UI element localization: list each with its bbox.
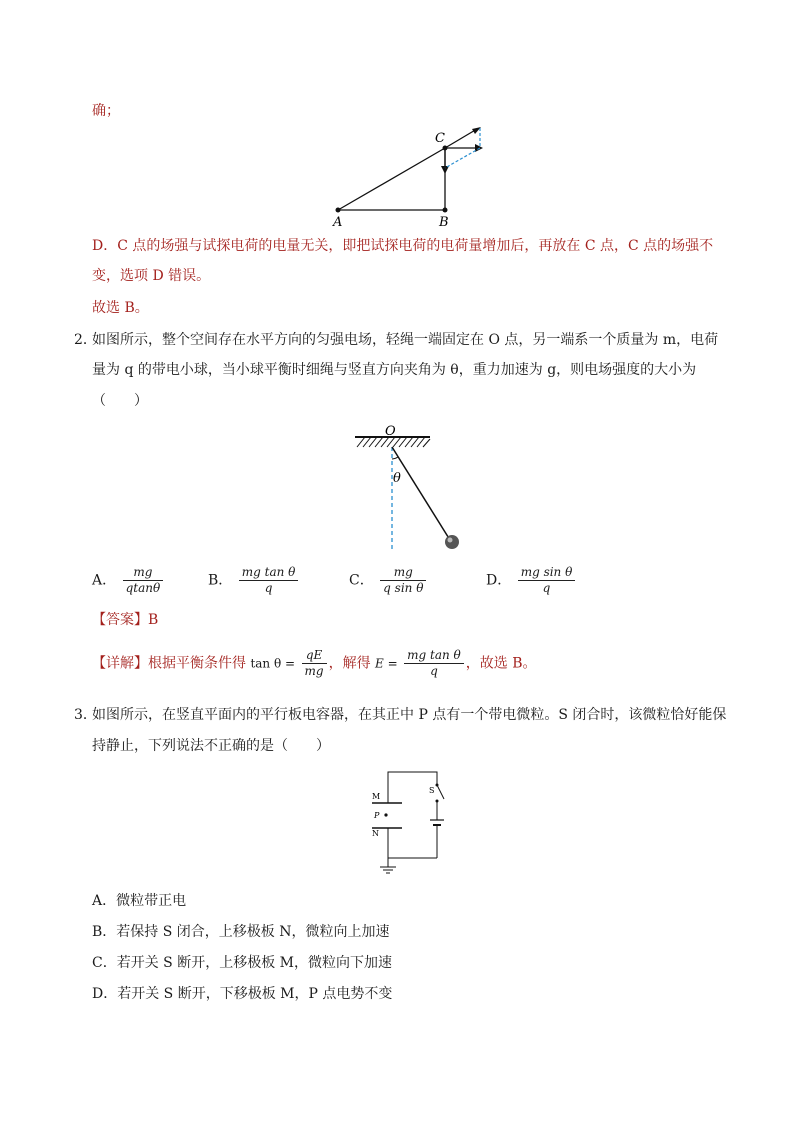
q1-correct-end: 确； bbox=[92, 103, 120, 119]
q3-stem-line2: 持静止，下列说法不正确的是（ ） bbox=[92, 738, 330, 754]
option-d-denominator: q bbox=[542, 581, 551, 595]
option-b-numerator: mg tan θ bbox=[239, 565, 299, 581]
option-c-denominator: q sin θ bbox=[383, 581, 424, 595]
detail-frac1-denominator: mg bbox=[304, 664, 324, 678]
q2-option-c[interactable] bbox=[349, 565, 428, 596]
q2-pendulum-diagram bbox=[345, 425, 475, 555]
q3-option-b[interactable]: B．若保持 S 闭合，上移极板 N，微粒向上加速 bbox=[92, 924, 390, 940]
option-b-label: B． bbox=[208, 572, 233, 589]
q1-option-d-line2: 变，选项 D 错误。 bbox=[92, 268, 211, 284]
q3-stem-line1: 如图所示，在竖直平面内的平行板电容器，在其正中 P 点有一个带电微粒。S 闭合时，该微粒恰好能保 bbox=[92, 707, 727, 723]
option-a-label: A． bbox=[92, 572, 117, 589]
charged-ball bbox=[445, 535, 459, 549]
q2-option-a[interactable] bbox=[92, 565, 165, 596]
answer-tag: 【答案】 bbox=[92, 612, 148, 628]
label-o: O bbox=[385, 425, 396, 439]
q2-number: 2． bbox=[74, 332, 97, 348]
label-s: S bbox=[429, 786, 435, 795]
label-n: N bbox=[372, 829, 379, 838]
q2-stem-line1: 如图所示，整个空间存在水平方向的匀强电场，轻绳一端固定在 O 点，另一端系一个质量为 m，电荷 bbox=[92, 332, 719, 348]
q2-answer bbox=[92, 610, 158, 630]
q2-answer-blank: （ ） bbox=[92, 393, 148, 409]
q2-option-d[interactable] bbox=[486, 565, 577, 596]
q1-triangle-diagram bbox=[325, 122, 500, 230]
option-c-label: C． bbox=[349, 572, 374, 589]
label-m: M bbox=[372, 792, 381, 801]
option-d-numerator: mg sin θ bbox=[518, 565, 576, 581]
q2-detail bbox=[92, 648, 537, 679]
q2-option-b[interactable] bbox=[208, 565, 300, 596]
detail-tan: tan θ = bbox=[250, 656, 296, 671]
q1-conclusion: 故选 B。 bbox=[92, 300, 149, 316]
detail-tag: 【详解】 bbox=[92, 655, 148, 672]
label-a: A bbox=[333, 215, 343, 230]
option-b-denominator: q bbox=[264, 581, 273, 595]
q3-capacitor-circuit bbox=[362, 765, 452, 880]
option-d-label: D． bbox=[486, 572, 512, 589]
detail-frac2-numerator: mg tan θ bbox=[404, 648, 464, 664]
detail-frac1-numerator: qE bbox=[302, 648, 327, 664]
option-a-numerator: mg bbox=[123, 565, 164, 581]
q2-stem-line2: 量为 q 的带电小球，当小球平衡时细绳与竖直方向夹角为 θ，重力加速为 g，则电场强度的大小为 bbox=[92, 362, 697, 378]
detail-text-3: ，故选 B。 bbox=[465, 655, 537, 672]
label-p: P bbox=[374, 811, 380, 820]
detail-e: E = bbox=[375, 656, 398, 671]
detail-text-2: ，解得 bbox=[328, 655, 371, 672]
label-b: B bbox=[439, 215, 449, 230]
option-c-numerator: mg bbox=[380, 565, 426, 581]
q3-option-a[interactable]: A．微粒带正电 bbox=[92, 893, 187, 909]
q1-option-d-line1: D．C 点的场强与试探电荷的电量无关，即把试探电荷的电荷量增加后，再放在 C 点，C 点的场强不 bbox=[92, 238, 714, 254]
q3-number: 3． bbox=[74, 707, 97, 723]
detail-frac2-denominator: q bbox=[430, 664, 438, 678]
label-c: C bbox=[435, 131, 445, 146]
q3-option-c[interactable]: C．若开关 S 断开，上移极板 M，微粒向下加速 bbox=[92, 955, 392, 971]
label-theta: θ bbox=[393, 471, 401, 486]
q3-option-d[interactable]: D．若开关 S 断开，下移极板 M，P 点电势不变 bbox=[92, 986, 393, 1002]
answer-value: B bbox=[148, 612, 159, 628]
detail-text-1: 根据平衡条件得 bbox=[148, 655, 246, 672]
option-a-denominator: qtanθ bbox=[125, 581, 161, 595]
